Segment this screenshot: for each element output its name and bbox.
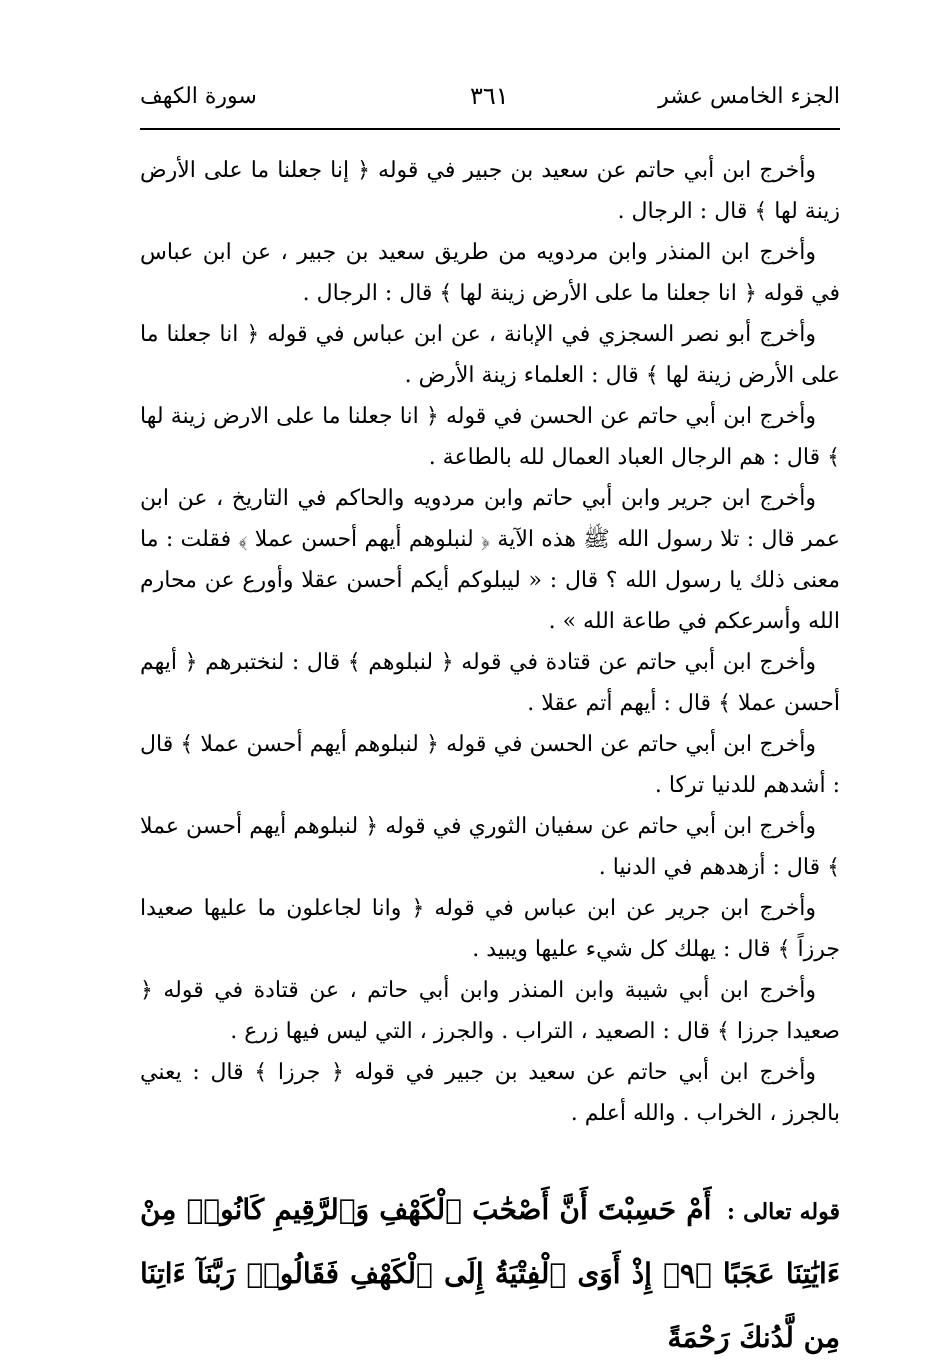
verse-text: أَمْ حَسِبْتَ أَنَّ أَصْحَٰبَ ٱلْكَهْفِ وَٱلرَّقِيمِ كَانُوا۟ مِنْ ءَايَٰتِنَا عَجَبًا ﴿٩﴾ إِذْ أَوَى ٱلْفِتْيَةُ إِلَى ٱلْكَهْفِ فَقَالُوا۟ رَبَّنَآ ءَاتِنَا مِن لَّدُنكَ رَحْمَةً bbox=[140, 1193, 840, 1354]
paragraph: وأخرج ابن أبي حاتم عن سفيان الثوري في قوله ﴿ لنبلوهم أيهم أحسن عملا ﴾ قال : أزهدهم في الدنيا . bbox=[140, 814, 840, 880]
paragraph: وأخرج ابن جرير وابن أبي حاتم وابن مردويه والحاكم في التاريخ ، عن ابن عمر قال : تلا رسول الله ﷺ هذه الآية ﴿ لنبلوهم أيهم أحسن عملا ﴾ فقلت : ما معنى ذلك يا رسول الله ؟ قال : « ليبلوكم أيكم أحسن عقلا وأورع عن محارم الله وأسرعكم في طاعة الله » . bbox=[140, 486, 840, 634]
paragraph: وأخرج ابن أبي حاتم عن سعيد بن جبير في قوله ﴿ جرزا ﴾ قال : يعني بالجرز ، الخراب . والله أعلم . bbox=[140, 1060, 840, 1126]
paragraph: وأخرج ابن أبي حاتم عن سعيد بن جبير في قوله ﴿ إنا جعلنا ما على الأرض زينة لها ﴾ قال : الرجال . bbox=[140, 158, 840, 224]
quran-verse-block bbox=[140, 1178, 840, 1370]
paragraph: وأخرج ابن أبي حاتم عن الحسن في قوله ﴿ انا جعلنا ما على الارض زينة لها ﴾ قال : هم الرجال العباد العمال لله بالطاعة . bbox=[140, 404, 840, 470]
paragraph: وأخرج أبو نصر السجزي في الإبانة ، عن ابن عباس في قوله ﴿ انا جعلنا ما على الأرض زينة لها ﴾ قال : العلماء زينة الأرض . bbox=[140, 322, 840, 388]
page-header bbox=[140, 78, 840, 118]
header-divider bbox=[140, 128, 840, 130]
surah-title: سورة الكهف bbox=[140, 84, 257, 109]
paragraph: وأخرج ابن المنذر وابن مردويه من طريق سعيد بن جبير ، عن ابن عباس في قوله ﴿ انا جعلنا ما على الأرض زينة لها ﴾ قال : الرجال . bbox=[140, 240, 840, 306]
paragraph: وأخرج ابن أبي شيبة وابن المنذر وابن أبي حاتم ، عن قتادة في قوله ﴿ صعيدا جرزا ﴾ قال : الصعيد ، التراب . والجرز ، التي ليس فيها زرع . bbox=[140, 978, 840, 1044]
page-number: ٣٦١ bbox=[470, 82, 509, 110]
paragraph: وأخرج ابن أبي حاتم عن قتادة في قوله ﴿ لنبلوهم ﴾ قال : لنختبرهم ﴿ أيهم أحسن عملا ﴾ قال : أيهم أتم عقلا . bbox=[140, 650, 840, 716]
paragraph: وأخرج ابن جرير عن ابن عباس في قوله ﴿ وانا لجاعلون ما عليها صعيدا جرزاً ﴾ قال : يهلك كل شيء عليها ويبيد . bbox=[140, 896, 840, 962]
verse-intro: قوله تعالى : bbox=[726, 1199, 840, 1225]
paragraph: وأخرج ابن أبي حاتم عن الحسن في قوله ﴿ لنبلوهم أيهم أحسن عملا ﴾ قال : أشدهم للدنيا تركا . bbox=[140, 732, 840, 798]
juz-title: الجزء الخامس عشر bbox=[658, 84, 840, 109]
commentary-body bbox=[140, 150, 840, 1134]
